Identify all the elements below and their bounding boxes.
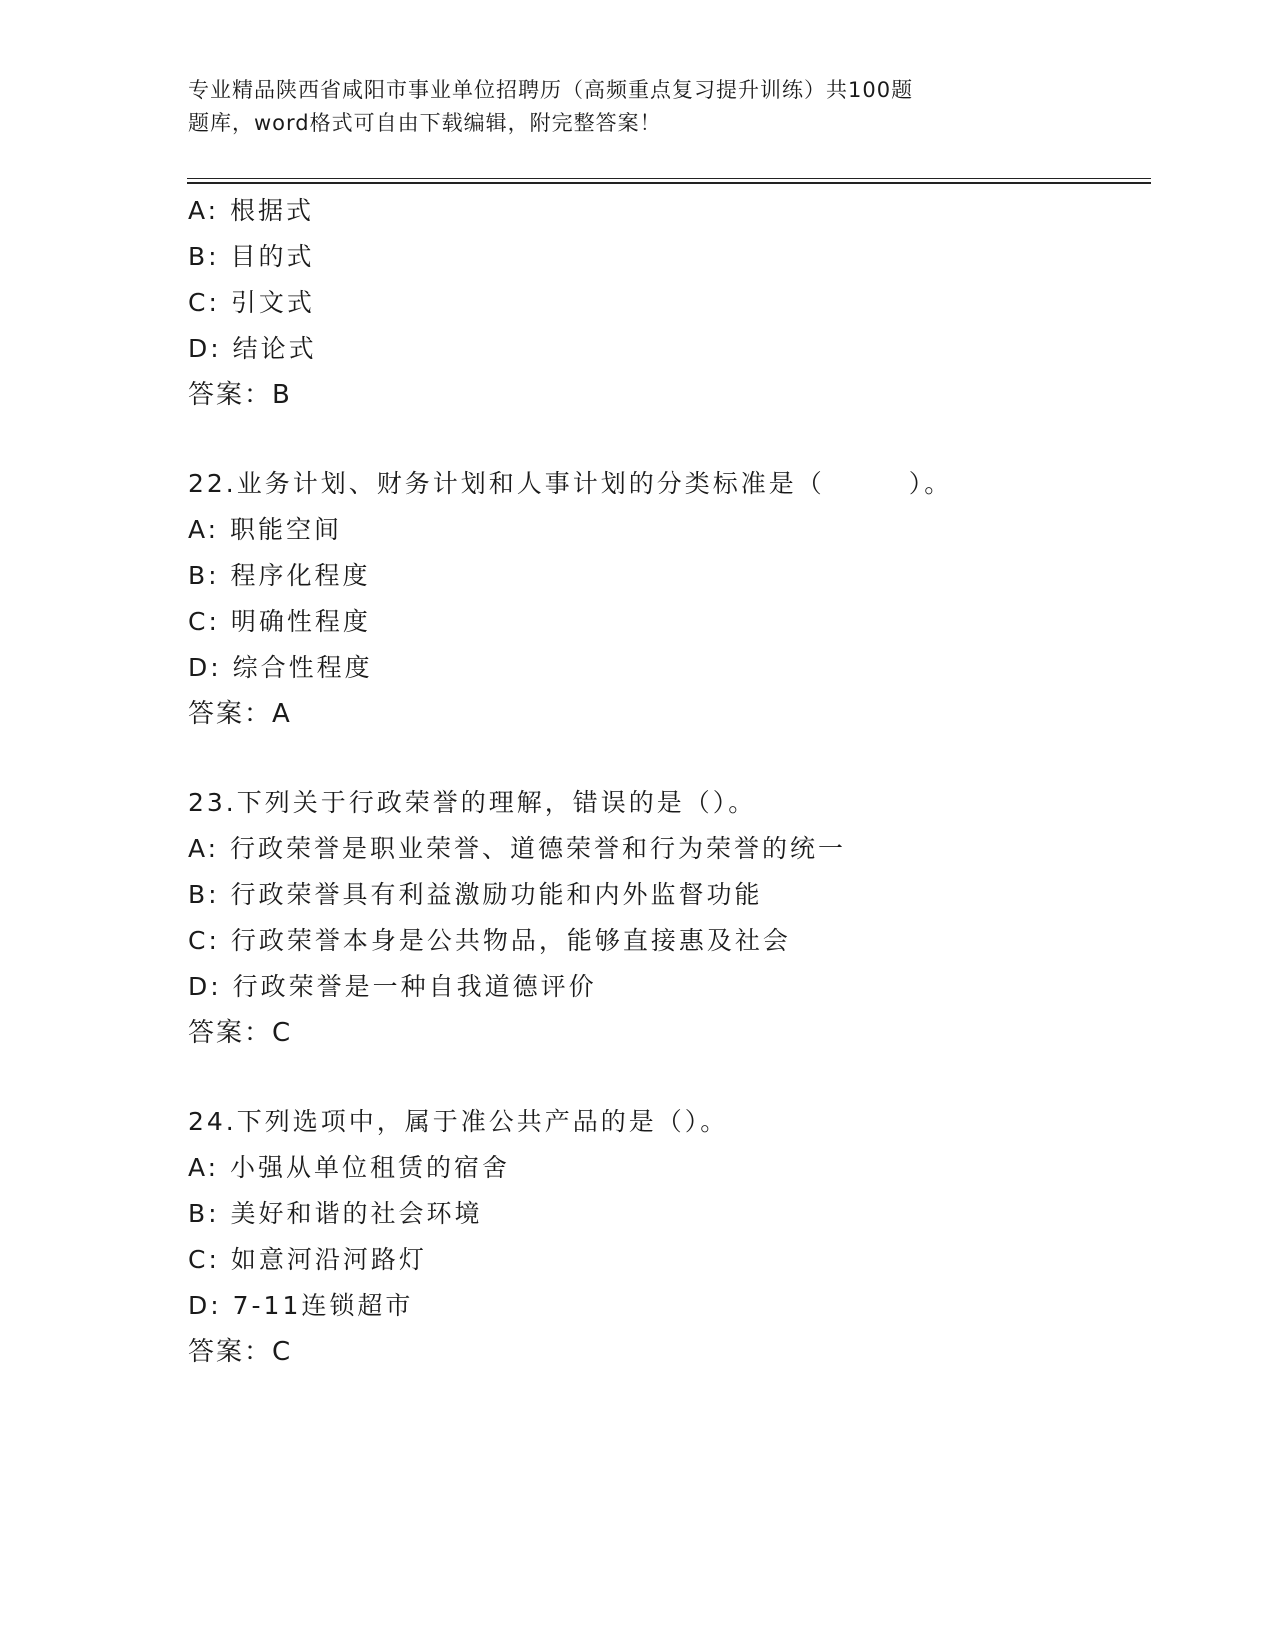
question-block bbox=[188, 188, 1148, 418]
option-b: B: 目的式 bbox=[188, 242, 315, 271]
answer: 答案：B bbox=[188, 380, 292, 410]
spacer bbox=[188, 737, 1148, 780]
answer: 答案：A bbox=[188, 699, 292, 729]
spacer bbox=[188, 418, 1148, 461]
option-a: A: 职能空间 bbox=[188, 515, 343, 544]
option-b: B: 行政荣誉具有利益激励功能和内外监督功能 bbox=[188, 880, 763, 909]
option-d: D: 7-11连锁超市 bbox=[188, 1291, 414, 1320]
answer: 答案：C bbox=[188, 1337, 293, 1367]
option-c: C: 引文式 bbox=[188, 288, 315, 317]
question-list bbox=[188, 188, 1148, 1375]
header-line-1: 专业精品陕西省咸阳市事业单位招聘历（高频重点复习提升训练）共100题 bbox=[188, 78, 914, 102]
question-text: 23.下列关于行政荣誉的理解，错误的是（）。 bbox=[188, 788, 757, 817]
header-divider-thick bbox=[187, 182, 1151, 184]
option-a: A: 行政荣誉是职业荣誉、道德荣誉和行为荣誉的统一 bbox=[188, 834, 847, 863]
option-c: C: 行政荣誉本身是公共物品，能够直接惠及社会 bbox=[188, 926, 791, 955]
document-header bbox=[188, 74, 1028, 140]
header-line-2: 题库，word格式可自由下载编辑，附完整答案！ bbox=[188, 111, 662, 135]
question-block bbox=[188, 1099, 1148, 1375]
option-b: B: 美好和谐的社会环境 bbox=[188, 1199, 483, 1228]
question-block bbox=[188, 780, 1148, 1056]
option-d: D: 综合性程度 bbox=[188, 653, 373, 682]
header-divider-thin bbox=[187, 178, 1151, 179]
question-text: 22.业务计划、财务计划和人事计划的分类标准是（ ）。 bbox=[188, 469, 953, 498]
option-b: B: 程序化程度 bbox=[188, 561, 371, 590]
option-d: D: 行政荣誉是一种自我道德评价 bbox=[188, 972, 597, 1001]
option-c: C: 如意河沿河路灯 bbox=[188, 1245, 427, 1274]
answer: 答案：C bbox=[188, 1018, 293, 1048]
spacer bbox=[188, 1056, 1148, 1099]
option-a: A: 根据式 bbox=[188, 196, 315, 225]
option-d: D: 结论式 bbox=[188, 334, 317, 363]
option-a: A: 小强从单位租赁的宿舍 bbox=[188, 1153, 511, 1182]
question-block bbox=[188, 461, 1148, 737]
option-c: C: 明确性程度 bbox=[188, 607, 371, 636]
question-text: 24.下列选项中，属于准公共产品的是（）。 bbox=[188, 1107, 729, 1136]
